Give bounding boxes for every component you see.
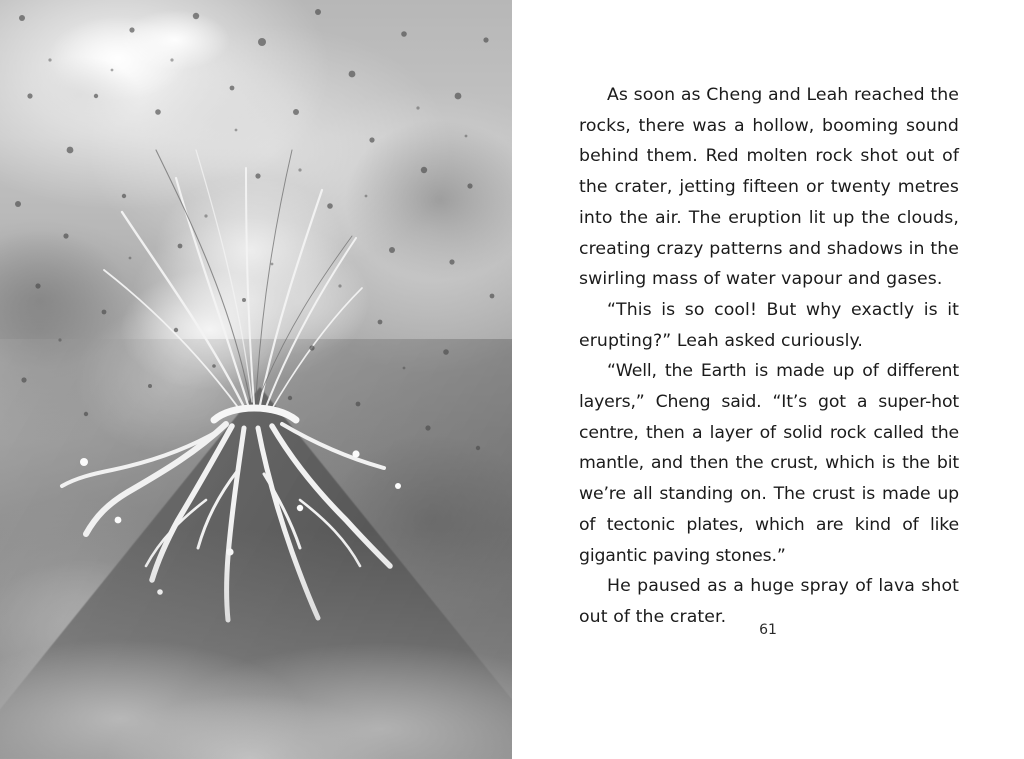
ground-fog	[0, 529, 512, 759]
body-text	[579, 80, 959, 633]
page-number: 61	[759, 622, 777, 638]
text-page	[512, 0, 1024, 759]
paragraph-2: “This is so cool! But why exactly is it erupting?” Leah asked curiously.	[579, 299, 959, 351]
paragraph-1: As soon as Cheng and Leah reached the rocks, there was a hollow, booming sound behind them. Red molten rock shot out of the crater, jetting fifteen or twenty metres into the air. The eruption lit up the clouds, creating crazy patterns and shadows in the swirling mass of water vapour and gases.	[579, 85, 959, 290]
paragraph-3: “Well, the Earth is made up of different layers,” Cheng said. “It’s got a super-hot centre, then a layer of solid rock called the mantle, and then the crust, which is the bit we’re all standing on. The crust is made up of tectonic plates, which are kind of like gigantic paving stones.”	[579, 361, 959, 566]
paragraph-4: He paused as a huge spray of lava shot out of the crater.	[579, 576, 959, 627]
